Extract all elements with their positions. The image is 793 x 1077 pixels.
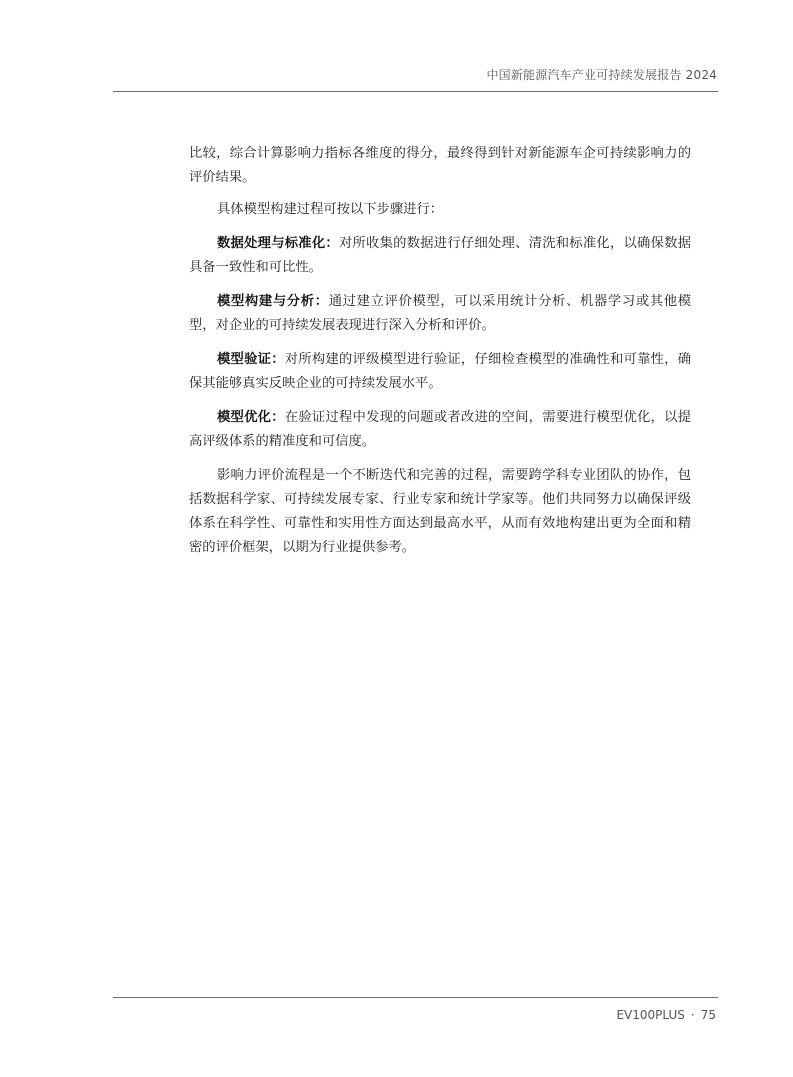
step-title: 数据处理与标准化：: [217, 236, 339, 251]
step-title: 模型优化：: [217, 410, 285, 425]
main-content: [189, 142, 691, 570]
footer-divider: [113, 997, 718, 998]
paragraph-intro-continuation: 比较，综合计算影响力指标各维度的得分，最终得到针对新能源车企可持续影响力的评价结果。: [189, 146, 691, 185]
page-footer: [616, 1008, 716, 1022]
page-number: 75: [700, 1008, 716, 1022]
paragraph-step-model-optimization: [189, 406, 691, 454]
paragraph-closing: 影响力评价流程是一个不断迭代和完善的过程，需要跨学科专业团队的协作，包括数据科学家、可持续发展专家、行业专家和统计学家等。他们共同努力以确保评级体系在科学性、可靠性和实用性方面达到最高水平，从而有效地构建出更为全面和精密的评价框架，以期为行业提供参考。: [189, 468, 691, 555]
paragraph-step-model-building: [189, 290, 691, 338]
paragraph-step-data-processing: [189, 232, 691, 280]
running-header-title: 中国新能源汽车产业可持续发展报告 2024: [486, 68, 717, 82]
step-text: 在验证过程中发现的问题或者改进的空间，需要进行模型优化，以提高评级体系的精准度和可信度。: [189, 410, 692, 449]
step-text: 对所收集的数据进行仔细处理、清洗和标准化，以确保数据具备一致性和可比性。: [189, 236, 692, 275]
paragraph-steps-intro: 具体模型构建过程可按以下步骤进行：: [217, 202, 444, 217]
header-divider: [113, 91, 718, 92]
step-title: 模型验证：: [217, 352, 285, 367]
paragraph-step-model-validation: [189, 348, 691, 396]
step-text: 对所构建的评级模型进行验证，仔细检查模型的准确性和可靠性，确保其能够真实反映企业的可持续发展水平。: [189, 352, 692, 391]
footer-separator: ·: [690, 1008, 695, 1022]
step-text: 通过建立评价模型，可以采用统计分析、机器学习或其他模型，对企业的可持续发展表现进行深入分析和评价。: [189, 294, 692, 333]
step-title: 模型构建与分析：: [217, 294, 329, 309]
footer-brand: EV100PLUS: [616, 1008, 685, 1022]
